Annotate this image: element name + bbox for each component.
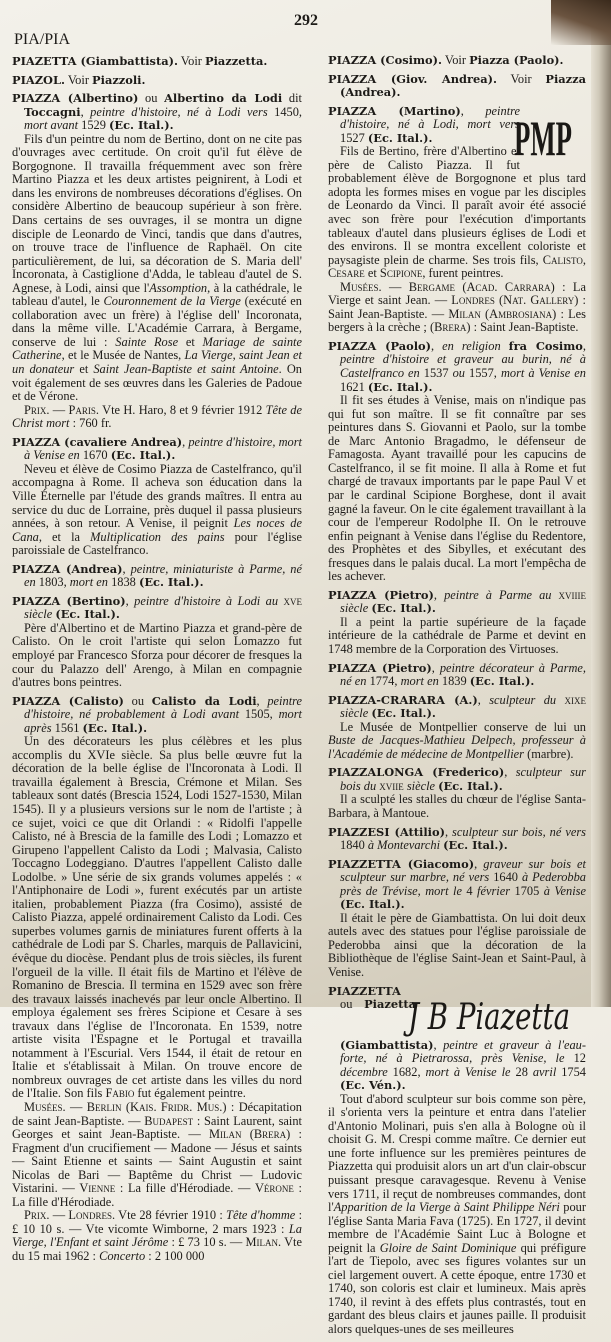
text: ou xyxy=(138,91,165,106)
entry-heading xyxy=(12,436,302,463)
text: 1561 xyxy=(54,720,83,735)
italic-text: peintre, miniaturiste à Parme, né en xyxy=(24,561,302,590)
text: , xyxy=(433,587,445,602)
text: 1754 xyxy=(561,1064,586,1079)
italic-text: février xyxy=(477,883,515,898)
italic-text: Multiplication des pains xyxy=(90,529,225,544)
small-caps-text: Milan (Brera) xyxy=(208,1127,291,1142)
text: : Fragment d'un crucifiement — Madone — Jésus et saints — Saint Etienne et saints — Saint Augustin et saint Nicolas de Bari — Baptême du Christ — Ludovic Vistarini. — xyxy=(12,1127,302,1196)
text: , xyxy=(122,561,131,576)
bold-text: PIAZETTA (Giambattista). xyxy=(12,54,178,68)
bold-text: (Ec. Ital.). xyxy=(469,674,535,689)
bold-text: PIAZZA (Martino) xyxy=(328,103,461,118)
small-caps-text: Vienne xyxy=(79,1181,116,1196)
entry-paragraph xyxy=(328,281,586,335)
small-caps-text: Budapest xyxy=(144,1113,194,1128)
bold-text: PIAZZA (Calisto) xyxy=(12,693,124,708)
text: Il était le père de Giambattista. On lui doit deux autels avec des statues pour l'église paroissiale de Pederobba ainsi que la décoration de la Bibliothèque de l'église Saint-Jean et Saint-Paul, à Venise. xyxy=(328,910,586,979)
italic-text: mort en xyxy=(400,674,442,689)
bold-text: PIAZZA (Giov. Andrea). xyxy=(328,71,497,86)
entry-heading xyxy=(328,985,586,1093)
italic-text: Gloire de Saint Dominique xyxy=(379,1240,517,1255)
italic-text: mort avant xyxy=(24,118,82,133)
entry-paragraph xyxy=(328,616,586,657)
bold-text: PIAZZA (Paolo) xyxy=(328,338,432,353)
text: 1682, xyxy=(392,1064,426,1079)
bold-text: PIAZOL. xyxy=(12,72,65,87)
bold-text: fra Cosimo xyxy=(508,338,583,353)
entry-heading xyxy=(328,826,586,853)
text: Voir xyxy=(497,71,546,86)
small-caps-text: Milan (Ambrosiana) xyxy=(448,306,557,321)
italic-text: mort à Venise le xyxy=(425,1064,516,1079)
italic-text: Sainte Rose xyxy=(115,334,179,349)
text: 1838 xyxy=(111,575,139,590)
text: dit xyxy=(282,91,302,106)
small-caps-text: Calisto, Cesare xyxy=(328,252,586,281)
text: : Saint Laurent, saint Georges et saint Jean-Baptiste. — xyxy=(12,1113,302,1142)
entry-paragraph xyxy=(328,721,586,762)
entry-heading xyxy=(12,92,302,133)
bold-text: Piazza (Paolo). xyxy=(469,53,564,67)
bold-text: Piazzetta. xyxy=(205,54,268,68)
bold-text: (Ec. Ital.). xyxy=(55,607,120,622)
italic-text: Concerto xyxy=(99,1249,146,1264)
page-number: 292 xyxy=(294,12,318,29)
text: fut également peintre. xyxy=(134,1086,246,1101)
italic-text: Couronnement de la Vierge xyxy=(103,294,241,309)
italic-text: graveur sur bois et sculpteur sur marbre, né vers xyxy=(340,856,587,885)
text: , et le Musée de Nantes, xyxy=(61,348,185,363)
text: Un des décorateurs les plus célèbres et les plus accomplis du XVIe siècle. Sa plus belle œuvre fut la décoration de la belle église de l'Incoronata à Lodi. Il travailla également à Brescia, Crémone et Milan. Ses tableaux sont datés (Brescia 1524, Lodi 1527-1530, Milan 1545). Il y a plusieurs versions sur le nom de l'artiste ; à ce sujet, voici ce que dit Orlandi : « Ridolfi l'appelle Calisto, né à Brescia de la famille des Lodi ; Lomazzo et Girupeno l'appellent Calisto da Lodi ; Malvasia, Calisto Toccagno Lodeggiano. D'autres l'appellent Calisto dalle Lodolbe. » Une série de six grands volumes appelés : « l'Antiphonaire de Lodi », furent exécutés par un artiste italien, probablement Piazza (fra Cosimo), assisté de Calisto Piazza, appelé ordinairement Calisto da Lodi. Ces superbes volumes garnis de miniatures furent offerts à la cathédrale de Lodi par S. Charles, marquis de Pallavicini, évêque du diocèse. Pendant plus de trois siècles, ils furent l'orgueil de la ville. Il était fils de Martino et l'élève de Romanino de Brescia. Il termina en 1529 avec son frère des travaux laissés inachevés par leur oncle Albertino. Il employa également ses frères Scipione et Cesare à ses travaux dans l'église de l'Incoronata. En 1539, notre artiste visita l'Espagne et le Portugal et travailla notamment à l'Escurial. Vers 1544, il était de retour en Italie et s'établissait à Milan. On trouve encore de nombreux ouvrages de cet artiste dans les villes du nord de l'Italie. Son fils xyxy=(12,734,302,1101)
text: 1774, xyxy=(369,674,401,689)
italic-text: peintre d'histoire, mort à Venise en xyxy=(24,434,302,463)
artist-signature xyxy=(402,989,586,1039)
small-caps-text: Prix. — Londres. xyxy=(24,1208,116,1223)
text: Neveu et élève de Cosimo Piazza de Castelfranco, qu'il accompagna à Rome. Il acheva son éducation dans la Ville Éternelle par l'étude des grands maîtres. Il entra au service du duc de Lorraine, près duquel il passa plusieurs années, à son retour. A Venise, il peignit xyxy=(12,461,302,531)
bold-text: PIAZZA (cavaliere Andrea) xyxy=(12,434,183,449)
bold-text: PIAZZESI (Attilio) xyxy=(328,824,445,839)
text: 1450, xyxy=(274,104,303,119)
entry-paragraph xyxy=(12,1101,302,1209)
bold-text: (Ec. Ital.). xyxy=(340,897,405,912)
italic-text: peintre à Parme au xyxy=(444,587,559,602)
text: qui préfigure l'art de Tiepolo, avec ses figures volantes sur un ciel largement ouvert. A cette époque, entre 1730 et 1740, son coloris est clair et lumineux. Mais après 1740, il revint à des effets plus contrastés, tout en gardant des bleus clairs et jaunes paille. Il produisit alors quelques-unes de ses meilleures xyxy=(328,1240,586,1337)
text: et xyxy=(74,362,94,377)
italic-text: avril xyxy=(532,1064,562,1079)
italic-text: peintre décorateur à Parme, né en xyxy=(340,660,586,689)
bold-text: PIAZZA (Albertino) xyxy=(12,91,139,106)
italic-text: Tête de Christ mort xyxy=(12,402,302,431)
small-caps-text: Vérone xyxy=(254,1181,294,1196)
text: : 2 100 000 xyxy=(145,1249,205,1264)
entry-heading xyxy=(328,73,586,100)
italic-text: siècle xyxy=(24,607,56,622)
italic-text: siècle xyxy=(406,778,439,793)
text: : Saint Jean-Baptiste. xyxy=(470,320,579,335)
text: Il a peint la partie supérieure de la façade intérieure de la cathédrale de Parme et devint en 1748 membre de la Corporation des Virtuoses. xyxy=(328,614,586,656)
text: : La Vierge et saint Jean. — xyxy=(328,279,586,308)
text: 1529 xyxy=(81,118,110,133)
dictionary-entry xyxy=(328,662,586,689)
dictionary-entry xyxy=(328,589,586,657)
bold-text: PIAZZETTA xyxy=(328,983,401,998)
bold-text: PIAZZA (Pietro) xyxy=(328,587,434,602)
dictionary-entry xyxy=(328,766,586,820)
entry-heading xyxy=(328,662,586,689)
small-caps-text: Musées. — Bergame (Acad. Carrara) xyxy=(340,279,555,294)
small-caps-text: Milan. xyxy=(245,1235,282,1250)
dictionary-entry xyxy=(328,73,586,100)
entry-heading xyxy=(328,340,586,394)
bold-text: (Ec. Ital.). xyxy=(82,720,148,735)
dictionary-entry xyxy=(328,985,586,1337)
italic-text: décembre xyxy=(340,1064,393,1079)
italic-text: à Venise xyxy=(543,883,586,898)
text: 1557, xyxy=(469,366,501,381)
dictionary-entry xyxy=(12,55,302,69)
text: Voir xyxy=(177,54,206,68)
bold-text: (Ec. Ital.). xyxy=(367,130,433,145)
text: : La fille d'Hérodiade. xyxy=(12,1181,302,1209)
italic-text: peintre et graveur à l'eau-forte, né à Pietrarossa, près Venise, le xyxy=(340,1037,586,1066)
italic-text: Saint Jean-Baptiste et saint Antoine xyxy=(93,362,279,377)
dictionary-entry xyxy=(12,563,302,590)
text: pour l'église paroissiale de Castelfranco. xyxy=(12,529,303,558)
text: , furent peintres. xyxy=(422,266,504,281)
bold-text: (Ec. Ital.). xyxy=(438,778,503,793)
bold-text: PIAZZALONGA (Frederico) xyxy=(328,765,505,780)
italic-text: Apparition de la Vierge à Saint Philippe Néri xyxy=(333,1200,560,1215)
entry-paragraph xyxy=(328,394,586,584)
text: , à la cathédrale, le tableau d'autel, le xyxy=(12,280,302,309)
entry-paragraph xyxy=(328,1093,586,1337)
italic-text: à Montevarchi xyxy=(367,838,444,853)
monogram-text: PMP xyxy=(514,109,572,166)
entry-paragraph xyxy=(328,912,586,980)
text: (marbre). xyxy=(524,746,574,761)
entry-heading xyxy=(328,766,586,793)
entry-paragraph xyxy=(12,622,302,690)
bold-text: PIAZZA (Cosimo). xyxy=(328,53,442,67)
text: Fils de Bertino, frère d'Albertino et père de Calisto Piazza. Il fut probablement élève de Borgognone et plus tard adopta les formes mises en vogue par les disciples de Leonardo da Vinci. Il paraît avoir été associé avec son frère pour l'exécution d'importants tableaux d'autel dans plusieurs églises de Lodi et des environs. Il se montra excellent coloriste et paysagiste plein de charme. Ses trois fils, xyxy=(328,144,586,267)
entry-paragraph xyxy=(328,793,586,820)
text: , xyxy=(182,434,189,449)
dictionary-entry xyxy=(328,105,586,335)
text: ou xyxy=(123,693,152,708)
bold-text: (Ec. Ital.). xyxy=(138,575,204,590)
running-head: PIA/PIA xyxy=(14,31,71,48)
italic-text: sculpteur du xyxy=(489,692,565,707)
text: , xyxy=(460,103,486,118)
entry-heading xyxy=(12,55,302,69)
small-caps-text: (Brera) xyxy=(429,320,471,335)
text: , xyxy=(256,693,268,708)
italic-text: à Pederobba près de Trévise, mort le xyxy=(340,870,586,898)
bold-text: (Ec. Ital.). xyxy=(371,601,436,616)
text: Vte H. Haro, 8 et 9 février 1912 xyxy=(99,402,266,417)
text: pour l'église Santa Maria Fava (1725). En 1727, il devint membre de l'Académie Saint Luc à Bologne et peignit la xyxy=(328,1200,586,1255)
entry-heading xyxy=(12,695,302,736)
italic-text: mort en xyxy=(69,575,112,590)
entry-heading xyxy=(328,694,586,721)
bold-text: PIAZZETTA (Giacomo) xyxy=(328,856,475,871)
left-column xyxy=(12,55,302,1269)
signature-text: J B Piazetta xyxy=(402,996,570,1038)
bold-text: Albertino da Lodi xyxy=(164,91,283,106)
text: Vte du 15 mai 1962 : xyxy=(12,1235,302,1264)
text: 1839 xyxy=(441,674,470,689)
entry-heading xyxy=(328,54,586,68)
entry-heading xyxy=(12,74,302,88)
entry-heading xyxy=(328,103,586,166)
entry-paragraph xyxy=(12,735,302,1101)
text: 4 xyxy=(466,883,478,898)
text: : Décapitation de saint Jean-Baptiste. — xyxy=(12,1100,302,1128)
text: , xyxy=(444,824,453,839)
text: , et la xyxy=(38,529,91,544)
small-caps-text: xve xyxy=(283,593,302,608)
italic-text: sculpteur sur bois du xyxy=(340,765,586,793)
text: . On voit également de ses œuvres dans les Galeries de Padoue et de Vérone. xyxy=(12,362,303,404)
dictionary-entry xyxy=(328,54,586,68)
text: 1537 xyxy=(423,366,453,381)
text: , xyxy=(431,338,443,353)
small-caps-text: Scipione xyxy=(379,266,423,281)
bold-text: (Ec. Vén.). xyxy=(340,1078,406,1093)
artist-monogram xyxy=(514,107,586,166)
entry-heading xyxy=(12,563,302,590)
italic-text: mort à Venise en xyxy=(500,366,586,381)
text: 1803, xyxy=(38,575,70,590)
bold-text: Piazetta (Giambattista) xyxy=(340,997,434,1052)
text: , xyxy=(431,660,440,675)
italic-text: Mariage de sainte Catherine xyxy=(12,334,302,363)
italic-text: siècle xyxy=(340,601,372,616)
italic-text: peintre d'histoire, né probablement à Lodi avant xyxy=(24,693,302,722)
bold-text: PIAZZA-CRARARA (A.) xyxy=(328,692,478,707)
italic-text: Assomption xyxy=(149,280,208,295)
text: et xyxy=(178,334,203,349)
dictionary-entry xyxy=(328,694,586,762)
italic-text: ou xyxy=(452,366,470,381)
entry-heading xyxy=(328,858,586,912)
italic-text: peintre d'histoire, né à Lodi vers xyxy=(90,104,275,119)
dictionary-entry xyxy=(12,74,302,88)
text: 1670 xyxy=(82,448,111,463)
text: : Saint Jean-Baptiste. — xyxy=(328,293,586,321)
text: , xyxy=(125,593,135,608)
text: Tout d'abord sculpteur sur bois comme son père, il s'orienta vers la peinture et entra dans l'atelier d'Antonio Molinari, puis s'en alla à Bologne où il choisit G. M. Crespi comme maître. Ce dernier eut une forte influence sur les premières peintures de Piazzetta qui produisit alors un art d'un clair-obscur puissant presque caravagesque. Revenu à Venise vers 1711, il reçut de nombreuses commandes, dont l' xyxy=(328,1091,586,1215)
entry-heading xyxy=(12,595,302,622)
dictionary-entry xyxy=(328,340,586,584)
text: 1527 xyxy=(340,130,368,145)
entry-paragraph xyxy=(12,133,302,404)
italic-text: peintre d'histoire à Lodi au xyxy=(134,593,284,608)
small-caps-text: xixe xyxy=(564,692,587,707)
italic-text: La Vierge, saint Jean et un donateur xyxy=(12,348,302,377)
dictionary-entry xyxy=(12,92,302,431)
text: 1705 xyxy=(514,883,544,898)
dictionary-entry xyxy=(12,695,302,1264)
bold-text: PIAZZA (Bertino) xyxy=(12,593,126,608)
text: : £ 10 10 s. — Vte vicomte Wimborne, 2 mars 1923 : xyxy=(12,1208,303,1236)
text: ou xyxy=(340,997,365,1012)
italic-text: mort après xyxy=(24,707,302,735)
entry-paragraph xyxy=(12,463,302,558)
dictionary-entry xyxy=(328,826,586,853)
text: 12 xyxy=(573,1051,586,1066)
italic-text: en religion xyxy=(442,338,509,353)
text: Le Musée de Montpellier conserve de lui un xyxy=(340,719,586,734)
small-caps-text: Prix. — Paris. xyxy=(24,402,100,417)
text: 1840 xyxy=(340,838,368,853)
text: , xyxy=(504,765,516,780)
italic-text: Buste de Jacques-Mathieu Delpech, professeur à l'Académie de médecine de Montpellier xyxy=(328,733,586,761)
book-background-shadow xyxy=(551,0,611,45)
text: Il a sculpté les stalles du chœur de l'église Santa-Barbara, à Mantoue. xyxy=(328,792,586,820)
italic-text: peintre d'histoire, né à Lodi, mort vers xyxy=(340,103,520,132)
italic-text: siècle xyxy=(340,706,372,721)
text: (exécuté en collaboration avec un frère) à l'église dell' Incoronata, dans la même ville. L'Académie Carrara, à Bergame, conserve de lui : xyxy=(12,294,302,349)
small-caps-text: xviie xyxy=(379,778,407,793)
italic-text: Les noces de Cana xyxy=(12,516,302,544)
text: Voir xyxy=(441,53,470,67)
text: Père d'Albertino et de Martino Piazza et grand-père de Calisto. On le croit l'artiste qui selon Lomazzo fut employé par Francesco Sforza pour décorer de fresques la cour du Palazzo dell' Arengo, à Milan en compagnie d'autres bons peintres. xyxy=(12,620,302,690)
book-page-edge xyxy=(591,0,611,1007)
text: et xyxy=(364,266,380,281)
entry-heading xyxy=(328,589,586,616)
text: : Les bergers à la crèche ; xyxy=(328,306,587,335)
text: 1505, xyxy=(244,707,279,722)
small-caps-text: Londres (Nat. Gallery) xyxy=(451,293,579,308)
dictionary-entry xyxy=(328,858,586,980)
text: Il fit ses études à Venise, mais on n'indique pas qui fut son maître. Il se fit connaître par ses peintures dans S. Giovanni et Paolo, sur la tombe de Marc Antonio Bragadmo, le défenseur de Famagosta. Ayant travaillé pour les capucins de Castelfranco, il se fit moine. Il alla à Rome et fut chargé de travaux importants par le pape Paul V et par le cardinal Scipione Borghese, dont il avait gagné la faveur. On le cite également travaillant à la cour de l'empereur Rodolphe II. On le retrouve enfin peignant à Venise dans l'église du Redentore, des Prophètes et des Sibylles, et exécutant des fresques dans le palais ducal. La mort l'empêcha de les achever. xyxy=(328,393,587,584)
text: : £ 73 10 s. — xyxy=(168,1235,246,1250)
bold-text: PIAZZA (Andrea) xyxy=(12,561,123,576)
text: Vte 28 février 1910 : xyxy=(115,1208,227,1223)
small-caps-text: xviiie xyxy=(558,587,587,602)
text: Fils d'un peintre du nom de Bertino, dont on ne cite pas d'ouvrages avec certitude. On croit qu'il fut élève de Borgognone. Il travailla fréquemment avec son frère Martino Piazza et les deux artistes peignirent, à Lodi et dans les environs de nombreuses décorations d'églises. On considère Albertino de beaucoup supérieur à son frère. Dans certains de ses ouvrages, il se montra un digne disciple de Leonardo de Vinci, tandis que dans d'autres, on trouve trace de l'influence de Raphaël. On cite particulièrement, de lui, sa décoration de S. Maria dell' Incoronata, à Castiglione d'Adda, le tableau d'autel de S. Agnese, à Lodi, ainsi que l' xyxy=(12,131,302,295)
entry-paragraph xyxy=(12,404,302,431)
text: 28 xyxy=(515,1064,533,1079)
text: Voir xyxy=(64,72,93,87)
dictionary-entry xyxy=(12,595,302,690)
bold-text: (Ec. Ital.). xyxy=(109,118,174,133)
bold-text: Piazza (Andrea). xyxy=(340,71,586,100)
text: 1640 xyxy=(493,870,522,885)
italic-text: sculpteur sur bois, né vers xyxy=(452,824,586,839)
text: : La fille d'Hérodiade. — xyxy=(115,1181,255,1196)
bold-text: Piazzoli. xyxy=(92,72,146,87)
text: : 760 fr. xyxy=(69,416,112,431)
text: , xyxy=(582,338,587,353)
entry-paragraph xyxy=(12,1209,302,1263)
dictionary-entry xyxy=(12,436,302,558)
bold-text: PIAZZA (Pietro) xyxy=(328,660,432,675)
bold-text: Toccagni xyxy=(24,104,81,119)
bold-text: Calisto da Lodi xyxy=(151,693,257,708)
text: , xyxy=(474,856,484,871)
small-caps-text: Musées. — Berlin (Kais. Fridr. Mus.) xyxy=(24,1100,227,1115)
bold-text: (Ec. Ital.). xyxy=(367,379,433,394)
small-caps-text: Fabio xyxy=(105,1086,135,1101)
italic-text: Tête d'homme xyxy=(226,1208,296,1223)
bold-text: (Ec. Ital.). xyxy=(443,838,508,853)
bold-text: (Ec. Ital.). xyxy=(371,706,436,721)
text: , xyxy=(433,1037,444,1052)
bold-text: (Ec. Ital.). xyxy=(110,448,176,463)
text: , xyxy=(477,692,490,707)
italic-text: peintre d'histoire et graveur au burin, né à Castelfranco en xyxy=(340,352,586,381)
right-column xyxy=(328,54,586,1342)
italic-text: La Vierge, l'Enfant et saint Jérôme xyxy=(12,1221,302,1250)
text: 1621 xyxy=(340,379,368,394)
text: , xyxy=(80,104,91,119)
